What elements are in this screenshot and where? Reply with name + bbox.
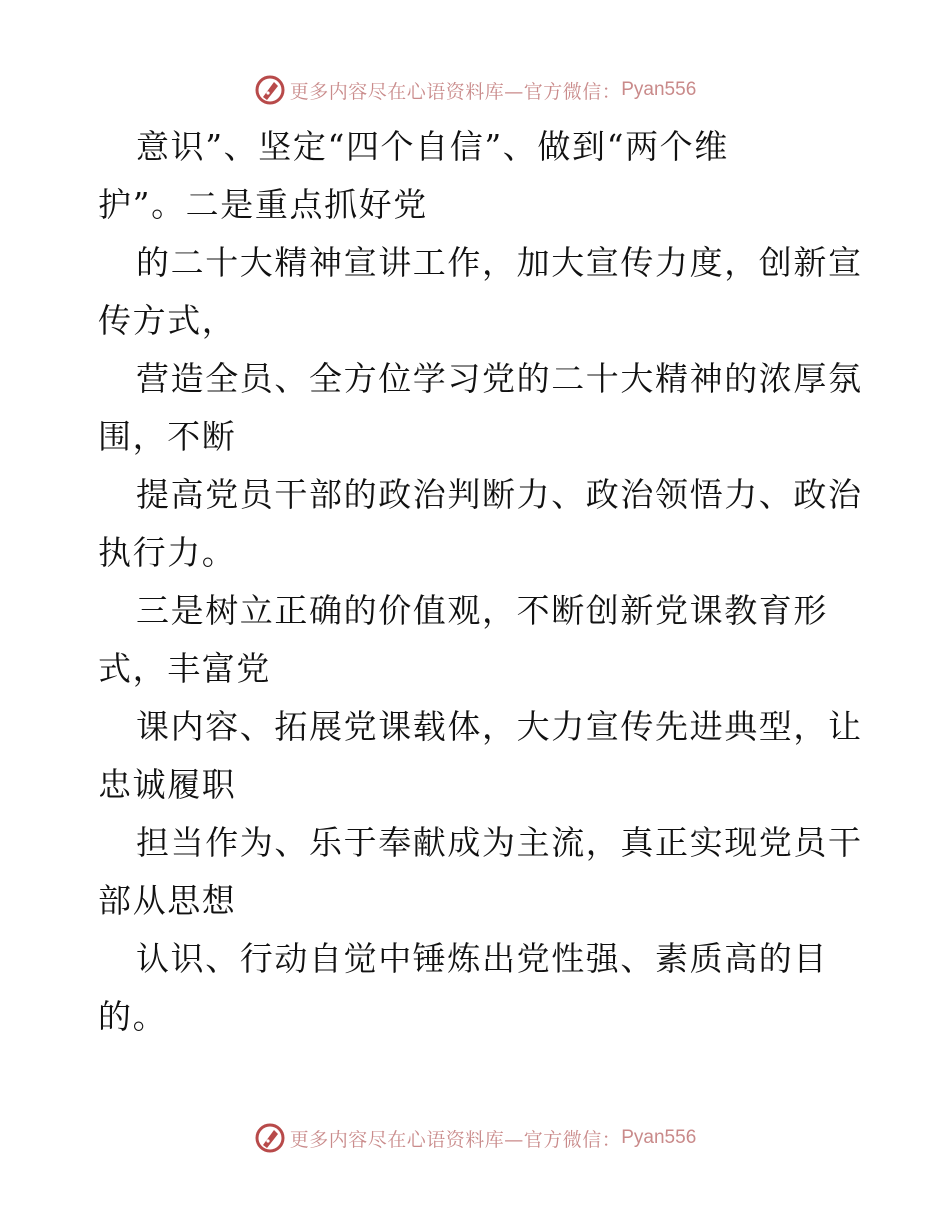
- body-line: 部从思想: [98, 881, 237, 920]
- body-line: 认识、行动自觉中锤炼出党性强、素质高的目: [136, 939, 828, 978]
- body-line: 三是树立正确的价值观，不断创新党课教育形: [136, 591, 828, 630]
- pen-nib-logo-icon: [254, 74, 286, 106]
- body-line: 护”。二是重点抓好党: [98, 185, 428, 224]
- body-line: 营造全员、全方位学习党的二十大精神的浓厚氛: [136, 359, 863, 398]
- body-line: 忠诚履职: [98, 765, 237, 804]
- page-footer-banner: [0, 1118, 950, 1158]
- body-line: 的二十大精神宣讲工作，加大宣传力度，创新宣: [136, 243, 863, 282]
- body-line: 意识”、坚定“四个自信”、做到“两个维: [136, 127, 729, 166]
- body-line: 课内容、拓展党课载体，大力宣传先进典型，让: [136, 707, 863, 746]
- body-line: 担当作为、乐于奉献成为主流，真正实现党员干: [136, 823, 863, 862]
- header-wechat-id: Pyan556: [621, 79, 697, 100]
- header-banner-text: 更多内容尽在心语资料库—官方微信：: [289, 80, 622, 103]
- page-header-banner: [0, 70, 950, 110]
- body-line: 式，丰富党: [98, 649, 271, 688]
- footer-wechat-id: Pyan556: [621, 1127, 697, 1148]
- body-line: 的。: [98, 997, 168, 1036]
- pen-nib-logo-icon: [254, 1122, 286, 1154]
- footer-banner-text: 更多内容尽在心语资料库—官方微信：: [289, 1128, 622, 1151]
- body-line: 围，不断: [98, 417, 237, 456]
- document-body: [98, 118, 863, 1046]
- body-line: 传方式，: [98, 301, 237, 340]
- body-line: 提高党员干部的政治判断力、政治领悟力、政治: [136, 475, 863, 514]
- body-line: 执行力。: [98, 533, 237, 572]
